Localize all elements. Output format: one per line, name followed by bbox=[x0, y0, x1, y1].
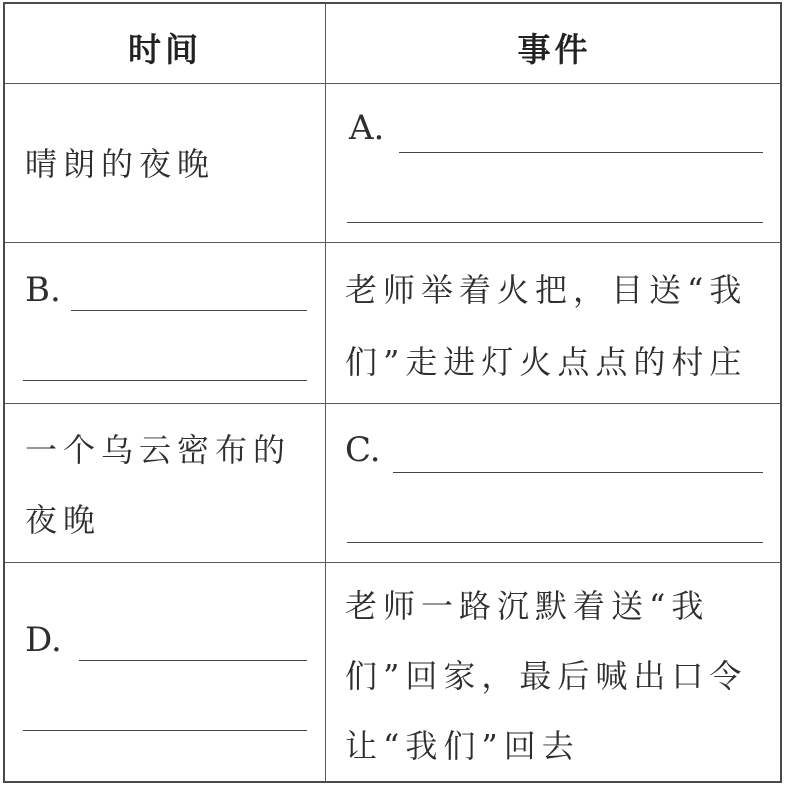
row-divider-3 bbox=[5, 562, 780, 563]
row2-time-blank-2[interactable] bbox=[23, 380, 307, 381]
row4-event-line-2: 们”回家，最后喊出口令 bbox=[345, 657, 748, 695]
row-divider-2 bbox=[5, 403, 780, 404]
header-event: 事件 bbox=[517, 30, 592, 69]
row2-event-line-1: 老师举着火把，目送“我 bbox=[345, 271, 748, 309]
row4-event-line-3: 让“我们”回去 bbox=[345, 727, 580, 765]
row4-time-label: D. bbox=[25, 620, 62, 660]
row3-event-blank-1[interactable] bbox=[393, 472, 763, 473]
row4-event-line-1: 老师一路沉默着送“我 bbox=[345, 587, 710, 625]
fill-in-table bbox=[3, 2, 782, 783]
row4-time-blank-2[interactable] bbox=[23, 730, 307, 731]
header-divider bbox=[5, 83, 780, 84]
row2-event-line-2: 们”走进灯火点点的村庄 bbox=[345, 343, 748, 381]
header-time: 时间 bbox=[128, 30, 202, 69]
row3-event-label: C. bbox=[345, 430, 381, 470]
row3-time-line-1: 一个乌云密布的 bbox=[25, 431, 292, 469]
row3-event-blank-2[interactable] bbox=[347, 542, 763, 543]
column-divider bbox=[325, 4, 326, 781]
row3-time-line-2: 夜晚 bbox=[25, 501, 102, 539]
row-divider-1 bbox=[5, 242, 780, 243]
row1-event-label: A. bbox=[349, 108, 385, 148]
row2-time-blank-1[interactable] bbox=[71, 310, 307, 311]
row1-time-text: 晴朗的夜晚 bbox=[25, 145, 216, 183]
row1-event-blank-1[interactable] bbox=[399, 152, 763, 153]
row1-event-blank-2[interactable] bbox=[347, 222, 763, 223]
row4-time-blank-1[interactable] bbox=[79, 660, 307, 661]
row2-time-label: B. bbox=[25, 270, 61, 310]
